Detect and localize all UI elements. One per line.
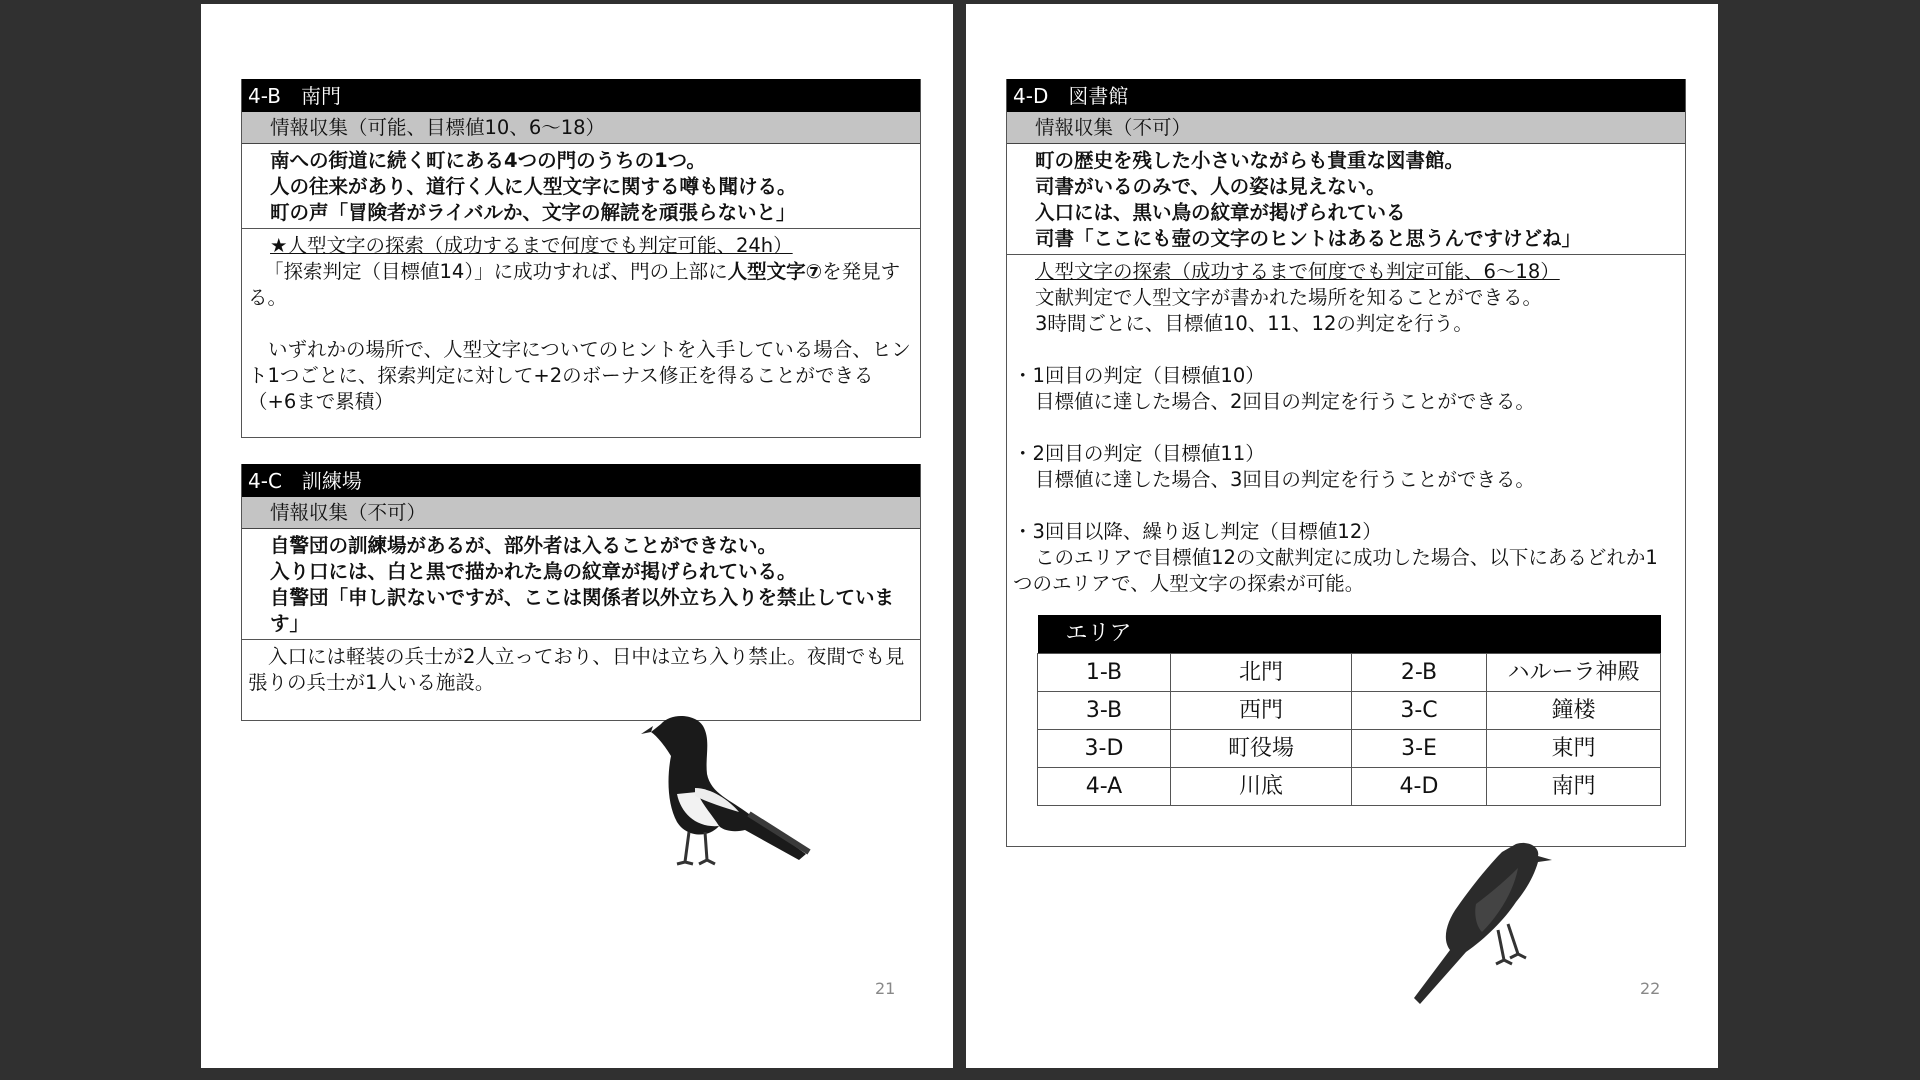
round-3-body: このエリアで目標値12の文献判定に成功した場合、以下にあるどれか1つのエリアで、人型文字の探索が可能。 bbox=[1013, 546, 1658, 595]
table-cell: 町役場 bbox=[1171, 730, 1352, 768]
round-1-body: 目標値に達した場合、2回目の判定を行うことができる。 bbox=[1035, 390, 1535, 413]
description-line: 自警団「申し訳ないですが、ここは関係者以外立ち入りを禁止しています」 bbox=[270, 586, 895, 635]
table-row bbox=[1038, 730, 1661, 768]
section-title: 4-D 図書館 bbox=[1007, 79, 1685, 112]
section-title: 4-C 訓練場 bbox=[242, 464, 920, 497]
search-section bbox=[1007, 255, 1685, 812]
round-1-title: ・1回目の判定（目標値10） bbox=[1013, 364, 1265, 387]
section-4b bbox=[241, 79, 921, 438]
hint-text: いずれかの場所で、人型文字についてのヒントを入手している場合、ヒント1つごとに、探索判定に対して+2のボーナス修正を得ることができる（+6まで累積） bbox=[248, 338, 911, 413]
description-line: 司書「ここにも壺の文字のヒントはあると思うんですけどね」 bbox=[1035, 227, 1582, 250]
description-line: 入り口には、白と黒で描かれた鳥の紋章が掲げられている。 bbox=[270, 560, 797, 583]
description bbox=[242, 529, 920, 640]
area-table-header: エリア bbox=[1038, 615, 1661, 654]
section-4c bbox=[241, 464, 921, 721]
blackbird-illustration bbox=[1406, 834, 1556, 1014]
search-heading: ★人型文字の探索（成功するまで何度でも判定可能、24h） bbox=[270, 234, 793, 257]
round-3-title: ・3回目以降、繰り返し判定（目標値12） bbox=[1013, 520, 1382, 543]
table-cell: ハルーラ神殿 bbox=[1487, 654, 1661, 692]
info-gathering: 情報収集（可能、目標値10、6〜18） bbox=[242, 112, 920, 144]
section-body bbox=[242, 640, 920, 720]
description-line: 自警団の訓練場があるが、部外者は入ることができない。 bbox=[270, 534, 778, 557]
info-gathering: 情報収集（不可） bbox=[242, 497, 920, 529]
description-line: 司書がいるのみで、人の姿は見えない。 bbox=[1035, 175, 1386, 198]
page-22 bbox=[966, 4, 1718, 1068]
section-4d bbox=[1006, 79, 1686, 847]
table-row bbox=[1038, 692, 1661, 730]
table-row bbox=[1038, 768, 1661, 806]
search-line: 3時間ごとに、目標値10、11、12の判定を行う。 bbox=[1035, 312, 1473, 335]
table-cell: 鐘楼 bbox=[1487, 692, 1661, 730]
round-2-body: 目標値に達した場合、3回目の判定を行うことができる。 bbox=[1035, 468, 1535, 491]
search-line: 文献判定で人型文字が書かれた場所を知ることができる。 bbox=[1035, 286, 1543, 309]
table-row bbox=[1038, 654, 1661, 692]
section-title: 4-B 南門 bbox=[242, 79, 920, 112]
search-text: 「探索判定（目標値14）」に成功すれば、門の上部に人型文字⑦を発見する。 bbox=[248, 260, 901, 309]
area-table bbox=[1037, 615, 1661, 806]
table-cell: 1-B bbox=[1038, 654, 1171, 692]
table-cell: 3-D bbox=[1038, 730, 1171, 768]
table-cell: 3-E bbox=[1352, 730, 1487, 768]
description-line: 入口には、黒い鳥の紋章が掲げられている bbox=[1035, 201, 1406, 224]
magpie-illustration bbox=[641, 704, 811, 874]
page-21 bbox=[201, 4, 953, 1068]
body-text: 入口には軽装の兵士が2人立っており、日中は立ち入り禁止。夜間でも見張りの兵士が1人いる施設。 bbox=[248, 645, 905, 694]
search-heading: 人型文字の探索（成功するまで何度でも判定可能、6〜18） bbox=[1035, 260, 1560, 283]
description bbox=[1007, 144, 1685, 255]
table-cell: 4-D bbox=[1352, 768, 1487, 806]
description bbox=[242, 144, 920, 229]
description-line: 南への街道に続く町にある4つの門のうちの1つ。 bbox=[270, 149, 706, 172]
table-cell: 2-B bbox=[1352, 654, 1487, 692]
table-cell: 川底 bbox=[1171, 768, 1352, 806]
description-line: 人の往来があり、道行く人に人型文字に関する噂も聞ける。 bbox=[270, 175, 797, 198]
description-line: 町の歴史を残した小さいながらも貴重な図書館。 bbox=[1035, 149, 1465, 172]
search-section bbox=[242, 229, 920, 437]
description-line: 町の声「冒険者がライバルか、文字の解読を頑張らないと」 bbox=[270, 201, 796, 224]
page-number: 21 bbox=[875, 979, 896, 998]
table-cell: 4-A bbox=[1038, 768, 1171, 806]
table-cell: 西門 bbox=[1171, 692, 1352, 730]
round-2-title: ・2回目の判定（目標値11） bbox=[1013, 442, 1265, 465]
table-cell: 南門 bbox=[1487, 768, 1661, 806]
table-cell: 東門 bbox=[1487, 730, 1661, 768]
info-gathering: 情報収集（不可） bbox=[1007, 112, 1685, 144]
page-number: 22 bbox=[1640, 979, 1661, 998]
table-cell: 北門 bbox=[1171, 654, 1352, 692]
table-cell: 3-C bbox=[1352, 692, 1487, 730]
table-cell: 3-B bbox=[1038, 692, 1171, 730]
